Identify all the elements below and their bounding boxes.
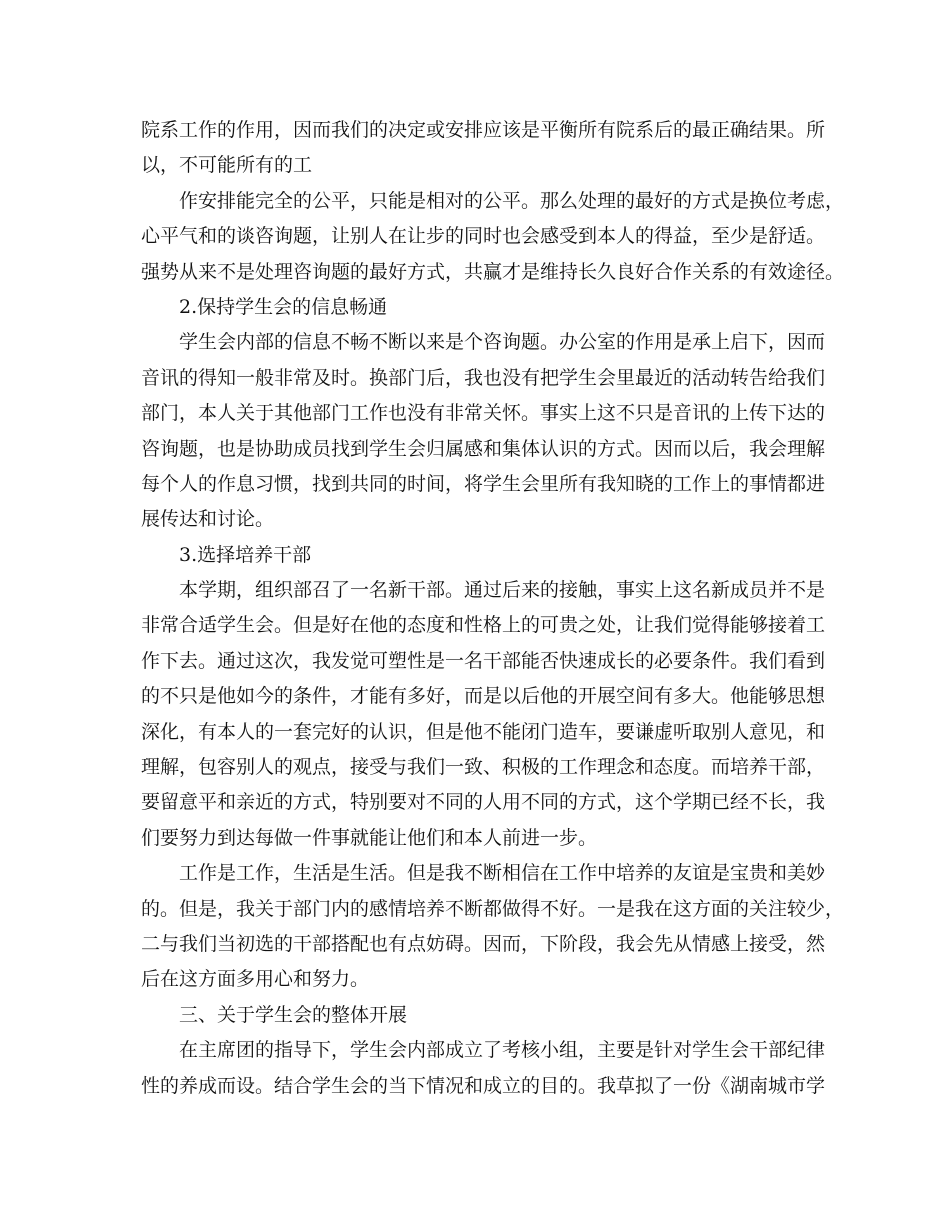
text-line: 理解，包容别人的观点，接受与我们一致、积极的工作理念和态度。而培养干部， — [141, 756, 826, 779]
text-line: 非常合适学生会。但是好在他的态度和性格上的可贵之处，让我们觉得能够接着工 — [141, 614, 826, 637]
text-line: 本学期，组织部召了一名新干部。通过后来的接触，事实上这名新成员并不是 — [179, 579, 826, 602]
text-line: 后在这方面多用心和努力。 — [141, 968, 370, 991]
text-line: 音讯的得知一般非常及时。换部门后，我也没有把学生会里最近的活动转告给我们 — [141, 366, 826, 389]
text-line: 学生会内部的信息不畅不断以来是个咨询题。办公室的作用是承上启下，因而 — [179, 331, 826, 354]
text-line: 咨询题，也是协助成员找到学生会归属感和集体认识的方式。因而以后，我会理解 — [141, 437, 826, 460]
text-line: 的。但是，我关于部门内的感情培养不断都做得不好。一是我在这方面的关注较少， — [141, 897, 845, 920]
text-line: 心平气和的谈咨询题，让别人在让步的同时也会感受到本人的得益，至少是舒适。 — [141, 225, 826, 248]
text-line: 三、关于学生会的整体开展 — [179, 1003, 408, 1026]
text-line: 院系工作的作用，因而我们的决定或安排应该是平衡所有院系后的最正确结果。所 — [141, 119, 826, 141]
text-line: 作安排能完全的公平，只能是相对的公平。那么处理的最好的方式是换位考虑， — [179, 189, 845, 212]
text-line: 深化，有本人的一套完好的认识，但是他不能闭门造车，要谦虚听取别人意见，和 — [141, 720, 826, 743]
text-line: 在主席团的指导下，学生会内部成立了考核小组，主要是针对学生会干部纪律 — [179, 1039, 826, 1062]
text-line: 要留意平和亲近的方式，特别要对不同的人用不同的方式，这个学期已经不长，我 — [141, 791, 826, 814]
text-line: 二与我们当初选的干部搭配也有点妨碍。因而，下阶段，我会先从情感上接受，然 — [141, 932, 826, 955]
text-line: 强势从来不是处理咨询题的最好方式，共赢才是维持长久良好合作关系的有效途径。 — [141, 260, 845, 283]
text-line: 每个人的作息习惯，找到共同的时间，将学生会里所有我知晓的工作上的事情都进 — [141, 472, 826, 495]
text-line: 以，不可能所有的工 — [141, 154, 313, 177]
text-line: 3.选择培养干部 — [179, 543, 312, 566]
text-line: 的不只是他如今的条件，才能有多好，而是以后他的开展空间有多大。他能够思想 — [141, 685, 826, 708]
text-line: 展传达和讨论。 — [141, 508, 275, 531]
document-body — [141, 113, 845, 1104]
text-line: 作下去。通过这次，我发觉可塑性是一名干部能否快速成长的必要条件。我们看到 — [141, 649, 826, 672]
text-line: 部门，本人关于其他部门工作也没有非常关怀。事实上这不只是音讯的上传下达的 — [141, 402, 826, 425]
text-line: 工作是工作，生活是生活。但是我不断相信在工作中培养的友谊是宝贵和美妙 — [179, 862, 826, 885]
text-line: 2.保持学生会的信息畅通 — [179, 295, 388, 318]
text-line: 性的养成而设。结合学生会的当下情况和成立的目的。我草拟了一份《湖南城市学 — [141, 1074, 826, 1097]
text-line: 们要努力到达每做一件事就能让他们和本人前进一步。 — [141, 826, 598, 849]
